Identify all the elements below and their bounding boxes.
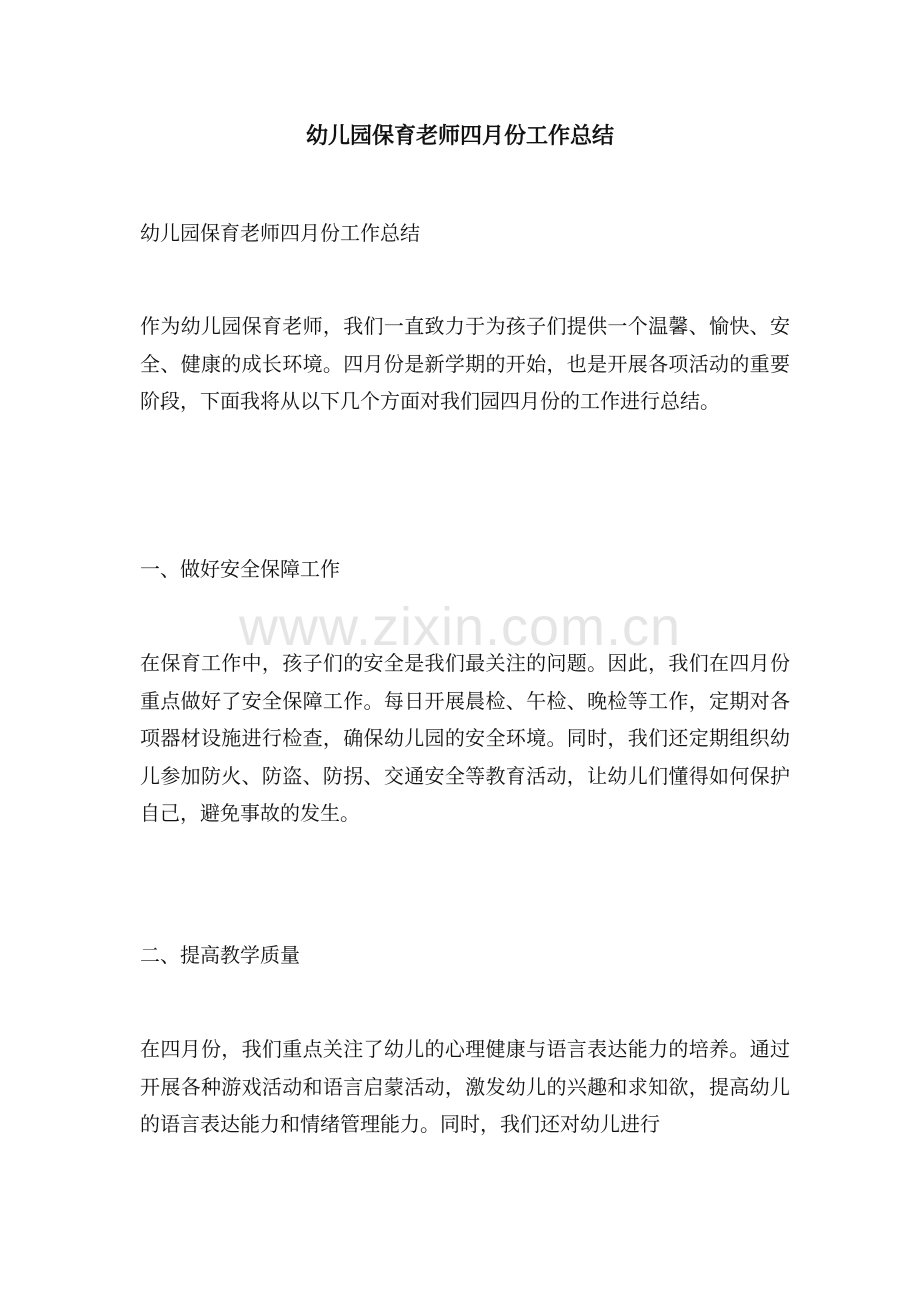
section-body-safety: 在保育工作中，孩子们的安全是我们最关注的问题。因此，我们在四月份重点做好了安全保障工作。每日开展晨检、午检、晚检等工作，定期对各项器材设施进行检查，确保幼儿园的安全环境。同时，我们还定期组织幼儿参加防火、防盗、防拐、交通安全等教育活动，让幼儿们懂得如何保护自己，避免事故的发生。 (140, 651, 790, 825)
document-title: 幼儿园保育老师四月份工作总结 (305, 123, 614, 149)
watermark: www.zixin.com.cn (238, 597, 682, 657)
intro-paragraph: 作为幼儿园保育老师，我们一直致力于为孩子们提供一个温馨、愉快、安全、健康的成长环境。四月份是新学期的开始，也是开展各项活动的重要阶段，下面我将从以下几个方面对我们园四月份的工作进行总结。 (140, 314, 790, 413)
section-body-teaching: 在四月份，我们重点关注了幼儿的心理健康与语言表达能力的培养。通过开展各种游戏活动和语言启蒙活动，激发幼儿的兴趣和求知欲，提高幼儿的语言表达能力和情绪管理能力。同时，我们还对幼儿进行 (140, 1037, 790, 1136)
section-heading-teaching: 二、提高教学质量 (140, 943, 300, 967)
section-heading-safety: 一、做好安全保障工作 (140, 557, 340, 581)
document-subtitle: 幼儿园保育老师四月份工作总结 (140, 221, 420, 245)
